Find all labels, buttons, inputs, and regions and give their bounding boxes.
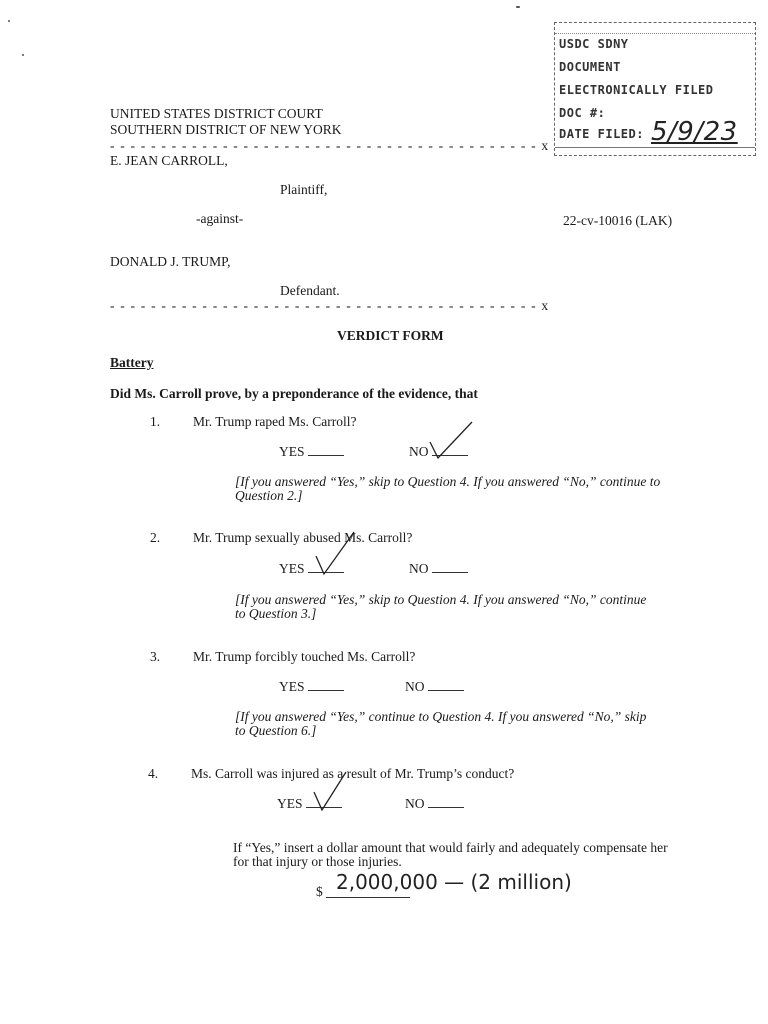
yes-option[interactable]: YES [279, 443, 344, 460]
form-title: VERDICT FORM [337, 328, 444, 343]
defendant-name: DONALD J. TRUMP, [110, 254, 231, 269]
stamp-document: DOCUMENT [559, 60, 621, 74]
question-number: 1. [150, 414, 161, 429]
checkmark-icon [310, 530, 360, 576]
question-number: 4. [148, 766, 159, 781]
defendant-role: Defendant. [280, 283, 340, 298]
form-intro: Did Ms. Carroll prove, by a preponderance of the evidence, that [110, 386, 478, 401]
damages-instruction: If “Yes,” insert a dollar amount that would fairly and adequately compensate her [233, 840, 668, 855]
stamp-court: USDC SDNY [559, 37, 629, 51]
yes-option[interactable]: YES [277, 795, 342, 812]
question-instruction: [If you answered “Yes,” skip to Question 4. If you answered “No,” continue to [235, 474, 661, 489]
no-option[interactable]: NO [409, 560, 468, 577]
question-text: Ms. Carroll was injured as a result of Mr. Trump’s conduct? [191, 766, 515, 781]
caption-separator-bottom: - - - - - - - - - - - - - - - - - - - - - - - - - - - - - - - - - - - - - - - - - - x [110, 298, 550, 313]
scan-speck [516, 6, 520, 8]
question-text: Mr. Trump raped Ms. Carroll? [193, 414, 357, 429]
question-instruction: [If you answered “Yes,” skip to Question 4. If you answered “No,” continue [235, 592, 647, 607]
question-number: 2. [150, 530, 161, 545]
yes-option[interactable]: YES [279, 560, 344, 577]
question-text: Mr. Trump forcibly touched Ms. Carroll? [193, 649, 416, 664]
stamp-electronically-filed: ELECTRONICALLY FILED [559, 83, 714, 97]
court-name-line2: SOUTHERN DISTRICT OF NEW YORK [110, 122, 342, 137]
checkmark-icon [426, 420, 476, 460]
plaintiff-name: E. JEAN CARROLL, [110, 153, 228, 168]
question-text: Mr. Trump sexually abused Ms. Carroll? [193, 530, 413, 545]
question-number: 3. [150, 649, 161, 664]
question-instruction: to Question 3.] [235, 606, 317, 621]
no-option[interactable]: NO [409, 443, 468, 460]
stamp-date-handwritten: 5/9/23 [651, 117, 738, 147]
yes-option[interactable]: YES [279, 678, 344, 695]
no-option[interactable]: NO [405, 678, 464, 695]
damages-line [326, 897, 410, 898]
case-number: 22-cv-10016 (LAK) [563, 213, 673, 228]
court-name-line1: UNITED STATES DISTRICT COURT [110, 106, 323, 121]
filing-stamp [554, 22, 756, 156]
question-instruction: to Question 6.] [235, 723, 317, 738]
caption-separator-top: - - - - - - - - - - - - - - - - - - - - - - - - - - - - - - - - - - - - - - - - - - x [110, 138, 550, 153]
stamp-doc-number: DOC #: [559, 106, 606, 120]
damages-amount-handwritten: 2,000,000 — (2 million) [336, 870, 572, 894]
question-instruction: [If you answered “Yes,” continue to Question 4. If you answered “No,” skip [235, 709, 647, 724]
scan-speck [22, 54, 24, 56]
scan-speck [8, 20, 10, 22]
damages-instruction: for that injury or those injuries. [233, 854, 402, 869]
question-instruction: Question 2.] [235, 488, 303, 503]
section-heading: Battery [110, 355, 154, 370]
stamp-date-filed-label: DATE FILED: [559, 127, 644, 141]
checkmark-icon [312, 770, 352, 812]
no-option[interactable]: NO [405, 795, 464, 812]
plaintiff-role: Plaintiff, [280, 182, 328, 197]
against-label: -against- [196, 211, 244, 226]
currency-symbol: $ [316, 884, 323, 899]
